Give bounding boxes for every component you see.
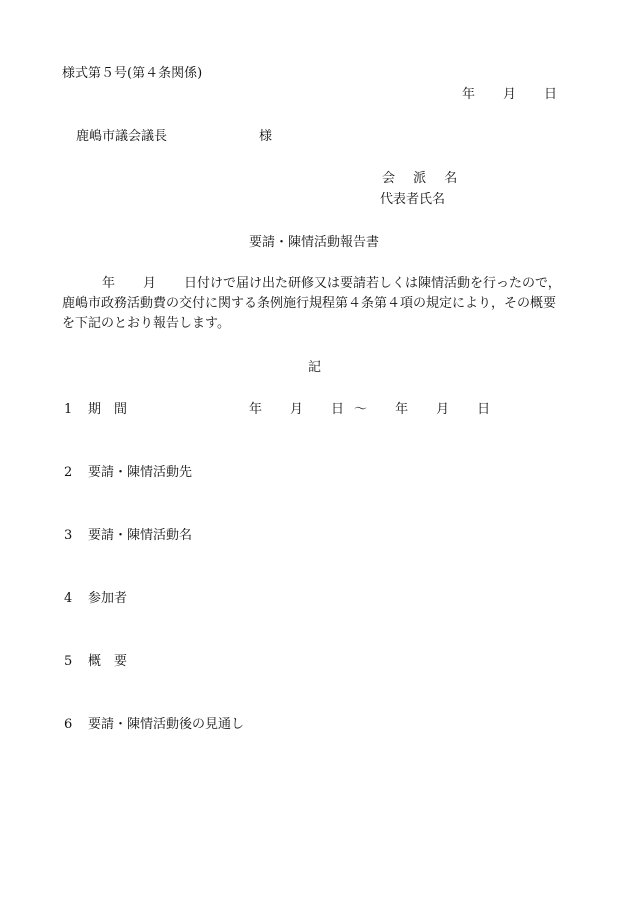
date-line	[462, 87, 557, 103]
item-number: 3	[64, 528, 73, 543]
date-year-label: 年	[462, 87, 476, 102]
item-destination	[64, 465, 192, 481]
body-line-2: 鹿嶋市政務活動費の交付に関する条例施行規程第４条第４項の規定により，その概要	[62, 296, 557, 311]
item-number: 1	[64, 402, 73, 417]
item-label: 要請・陳情活動後の見通し	[88, 717, 245, 732]
period-end-year: 年	[395, 402, 409, 417]
item-number: 6	[64, 717, 73, 732]
faction-name-label: 会 派 名	[382, 171, 465, 186]
item-activity-name	[64, 528, 192, 544]
form-number: 様式第５号(第４条関係)	[62, 66, 203, 81]
body-line-1	[62, 274, 582, 294]
item-number: 5	[64, 654, 73, 669]
item-participants	[64, 591, 127, 607]
body-line-3: を下記のとおり報告します。	[62, 316, 230, 331]
period-end-month: 月	[436, 402, 450, 417]
item-outlook	[64, 717, 244, 733]
item-label: 期 間	[88, 402, 128, 417]
item-label: 要請・陳情活動先	[88, 465, 193, 480]
ki-heading: 記	[308, 360, 322, 375]
period-start-year: 年	[249, 402, 263, 417]
period-tilde: ～	[354, 402, 368, 417]
body-paragraph	[62, 274, 582, 334]
representative-name-label: 代表者氏名	[380, 192, 446, 207]
item-summary	[64, 654, 127, 670]
period-start-month: 月	[290, 402, 304, 417]
period-end-day: 日	[477, 402, 491, 417]
document-title: 要請・陳情活動報告書	[249, 235, 380, 250]
period-range	[249, 402, 490, 418]
item-label: 概 要	[88, 654, 128, 669]
body-month-label: 月	[143, 276, 157, 291]
body-year-label: 年	[102, 276, 116, 291]
item-period	[64, 402, 127, 418]
addressee-name: 鹿嶋市議会議長	[76, 129, 168, 144]
item-number: 2	[64, 465, 73, 480]
item-label: 参加者	[88, 591, 128, 606]
item-label: 要請・陳情活動名	[88, 528, 193, 543]
addressee-honorific: 様	[259, 129, 273, 144]
period-start-day: 日	[331, 402, 345, 417]
item-number: 4	[64, 591, 73, 606]
addressee	[76, 129, 272, 145]
body-line-1-text: 日付けで届け出た研修又は要請若しくは陳情活動を行ったので，	[184, 276, 561, 291]
date-day-label: 日	[544, 87, 558, 102]
date-month-label: 月	[503, 87, 517, 102]
